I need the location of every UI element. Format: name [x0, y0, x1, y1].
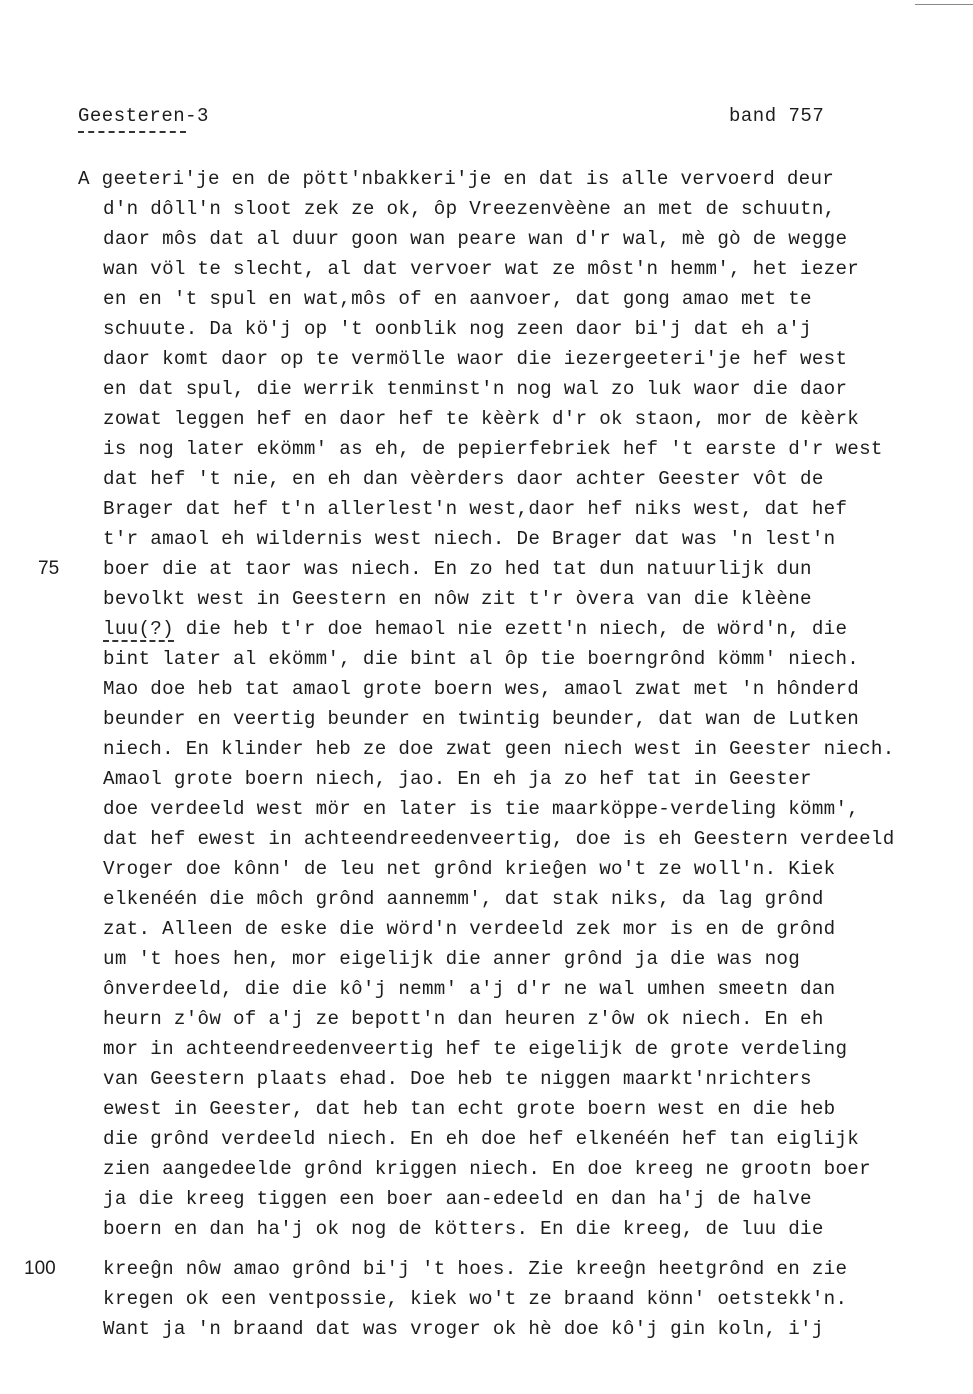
text-line: boer die at taor was niech. En zo hed tat dun natuurlijk dun — [103, 558, 812, 580]
text-line: daor komt daor op te vermölle waor die iezergeeteri'je hef west — [103, 348, 848, 370]
text-line: Vroger doe kônn' de leu net grônd krieĝen wo't ze woll'n. Kiek — [103, 858, 836, 880]
text-line: is nog later ekömm' as eh, de pepierfebriek hef 't earste d'r west — [103, 438, 883, 460]
band-label: band 757 — [729, 105, 825, 127]
document-title — [78, 105, 209, 127]
text-line: zowat leggen hef en daor hef te kèèrk d'r ok staon, mor de kèèrk — [103, 408, 860, 430]
text-line: die grônd verdeeld niech. En eh doe hef elkenéén hef tan eiglijk — [103, 1128, 860, 1150]
text-line: kregen ok een ventpossie, kiek wo't ze braand könn' oetstekk'n. — [103, 1288, 848, 1310]
text-line: heurn z'ôw of a'j ze bepott'n dan heuren z'ôw ok niech. En eh — [103, 1008, 824, 1030]
text-line: kreeĝn nôw amao grônd bi'j 't hoes. Zie kreeĝn heetgrônd en zie — [103, 1258, 848, 1280]
text-line: boern en dan ha'j ok nog de kötters. En die kreeg, de luu die — [103, 1218, 824, 1240]
text-line: Want ja 'n braand dat was vroger ok hè doe kô'j gin koln, i'j — [103, 1318, 824, 1340]
text-line: ja die kreeg tiggen een boer aan-edeeld en dan ha'j de halve — [103, 1188, 812, 1210]
text-line: ewest in Geester, dat heb tan echt grote boern west en die heb — [103, 1098, 836, 1120]
text-line: doe verdeeld west mör en later is tie maarköppe-verdeling kömm', — [103, 798, 860, 820]
text-line: dat hef ewest in achteendreedenveertig, doe is eh Geestern verdeeld — [103, 828, 895, 850]
text-line: van Geestern plaats ehad. Doe heb te niggen maarkt'nrichters — [103, 1068, 812, 1090]
text-line: niech. En klinder heb ze doe zwat geen niech west in Geester niech. — [103, 738, 895, 760]
text-line: dat hef 't nie, en eh dan vèèrders daor achter Geester vôt de — [103, 468, 824, 490]
text-line: A geeteri'je en de pött'nbakkeri'je en dat is alle vervoerd deur — [78, 168, 835, 190]
title-underline — [78, 131, 186, 133]
text-line: elkenéén die môch grônd aannemm', dat stak niks, da lag grônd — [103, 888, 824, 910]
text-line: Brager dat hef t'n allerlest'n west,daor hef niks west, dat hef — [103, 498, 848, 520]
text-line: ônverdeeld, die die kô'j nemm' a'j d'r ne wal umhen smeetn dan — [103, 978, 836, 1000]
text-line: wan völ te slecht, al dat vervoer wat ze môst'n hemm', het iezer — [103, 258, 860, 280]
text-line: Mao doe heb tat amaol grote boern wes, amaol zwat met 'n hônderd — [103, 678, 860, 700]
uncertain-word: luu(?) — [103, 618, 174, 640]
line-number-75: 75 — [38, 558, 60, 579]
text-line: en en 't spul en wat,môs of en aanvoer, dat gong amao met te — [103, 288, 812, 310]
document-title-text: Geesteren-3 — [78, 105, 209, 127]
text-line: beunder en veertig beunder en twintig beunder, dat wan de Lutken — [103, 708, 860, 730]
top-right-rule — [915, 4, 973, 5]
text-line: zien aangedeelde grônd kriggen niech. En doe kreeg ne grootn boer — [103, 1158, 871, 1180]
text-line: bevolkt west in Geestern en nôw zit t'r òvera van die klèène — [103, 588, 812, 610]
text-line: Amaol grote boern niech, jao. En eh ja zo hef tat in Geester — [103, 768, 812, 790]
text-line: schuute. Da kö'j op 't oonblik nog zeen daor bi'j dat eh a'j — [103, 318, 812, 340]
line-number-100: 100 — [24, 1258, 56, 1279]
text-line: mor in achteendreedenveertig hef te eigelijk de grote verdeling — [103, 1038, 848, 1060]
text-line: bint later al ekömm', die bint al ôp tie boerngrônd kömm' niech. — [103, 648, 860, 670]
text-line: d'n dôll'n sloot zek ze ok, ôp Vreezenvèène an met de schuutn, — [103, 198, 836, 220]
text-line: um 't hoes hen, mor eigelijk die anner grônd ja die was nog — [103, 948, 801, 970]
text-line: zat. Alleen de eske die wörd'n verdeeld zek mor is en de grônd — [103, 918, 836, 940]
text-line: t'r amaol eh wildernis west niech. De Brager dat was 'n lest'n — [103, 528, 836, 550]
text-line-uncertain: luu(?) die heb t'r doe hemaol nie ezett'n niech, de wörd'n, die — [103, 618, 848, 640]
text-line: en dat spul, die werrik tenminst'n nog wal zo luk waor die daor — [103, 378, 848, 400]
text-line: daor môs dat al duur goon wan peare wan d'r wal, mè gò de wegge — [103, 228, 848, 250]
